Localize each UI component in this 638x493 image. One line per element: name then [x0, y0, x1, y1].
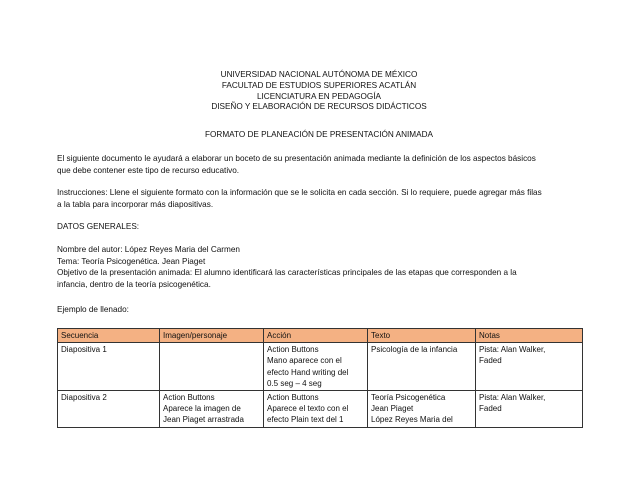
cell-line: 0.5 seg – 4 seg [267, 378, 322, 388]
column-header: Texto [368, 329, 476, 343]
table-header-row [58, 329, 583, 343]
cell-line: Faded [479, 404, 502, 414]
topic-line: Tema: Teoría Psicogenética. Jean Piaget [57, 256, 206, 266]
cell-line: Faded [479, 356, 502, 366]
cell-line: López Reyes Maria del [371, 415, 453, 425]
general-heading: DATOS GENERALES: [57, 222, 140, 231]
intro-line: que debe contener este tipo de recurso educativo. [57, 165, 240, 175]
cell-line: Diapositiva 2 [61, 393, 107, 403]
header-line: FACULTAD DE ESTUDIOS SUPERIORES ACATLÁN [221, 80, 417, 90]
cell-line: efecto Plain text del 1 [267, 415, 344, 425]
cell-line: Diapositiva 1 [61, 345, 107, 355]
general-data [57, 244, 587, 290]
cell-accion [264, 343, 368, 391]
cell-line: Action Buttons [267, 345, 319, 355]
column-header: Secuencia [58, 329, 160, 343]
cell-line: Psicología de la infancia [371, 345, 458, 355]
cell-line: Aparece el texto con el [267, 404, 349, 414]
column-header: Notas [476, 329, 583, 343]
instructions-paragraph [57, 187, 587, 210]
cell-line: Jean Piaget [371, 404, 414, 414]
cell-notas [476, 391, 583, 428]
cell-line: Action Buttons [163, 393, 215, 403]
cell-line: Jean Piaget arrastrada [163, 415, 244, 425]
cell-accion [264, 391, 368, 428]
cell-line: Aparece la imagen de [163, 404, 241, 414]
institution-header [0, 70, 638, 113]
author-line: Nombre del autor: López Reyes Maria del Carmen [57, 245, 240, 254]
intro-paragraph [57, 153, 587, 176]
table-row [58, 391, 583, 428]
format-title: FORMATO DE PLANEACIÓN DE PRESENTACIÓN ANIMADA [205, 130, 433, 139]
cell-texto [368, 343, 476, 391]
cell-line: Teoría Psicogenética [371, 393, 446, 403]
cell-secuencia [58, 391, 160, 428]
cell-imagen [160, 391, 264, 428]
cell-line: Pista: Alan Walker, [479, 393, 546, 403]
cell-notas [476, 343, 583, 391]
cell-line: Mano aparece con el [267, 356, 342, 366]
objective-line: Objetivo de la presentación animada: El alumno identificará las características principales de las etapas que corresponden a la [57, 268, 517, 277]
table-row [58, 343, 583, 391]
header-line: LICENCIATURA EN PEDAGOGÍA [256, 91, 382, 101]
header-line: DISEÑO Y ELABORACIÓN DE RECURSOS DIDÁCTICOS [211, 102, 427, 112]
cell-secuencia [58, 343, 160, 391]
column-header: Imagen/personaje [160, 329, 264, 343]
cell-line: Action Buttons [267, 393, 319, 403]
instructions-line: a la tabla para incorporar más diapositivas. [57, 199, 214, 209]
cell-line: Pista: Alan Walker, [479, 345, 546, 355]
cell-line: efecto Hand writing del [267, 367, 349, 377]
cell-imagen [160, 343, 264, 391]
header-line: UNIVERSIDAD NACIONAL AUTÓNOMA DE MÉXICO [220, 70, 418, 79]
objective-line: infancia, dentro de la teoría psicogenética. [57, 279, 211, 289]
instructions-line: Instrucciones: Llene el siguiente formato con la información que se le solicita en cada sección. Si lo requiere, puede agregar más filas [57, 188, 542, 197]
column-header: Acción [264, 329, 368, 343]
cell-texto [368, 391, 476, 428]
intro-line: El siguiente documento le ayudará a elaborar un boceto de su presentación animada mediante la definición de los aspectos básicos [57, 154, 536, 163]
planning-table [57, 328, 583, 428]
example-label: Ejemplo de llenado: [57, 305, 129, 314]
